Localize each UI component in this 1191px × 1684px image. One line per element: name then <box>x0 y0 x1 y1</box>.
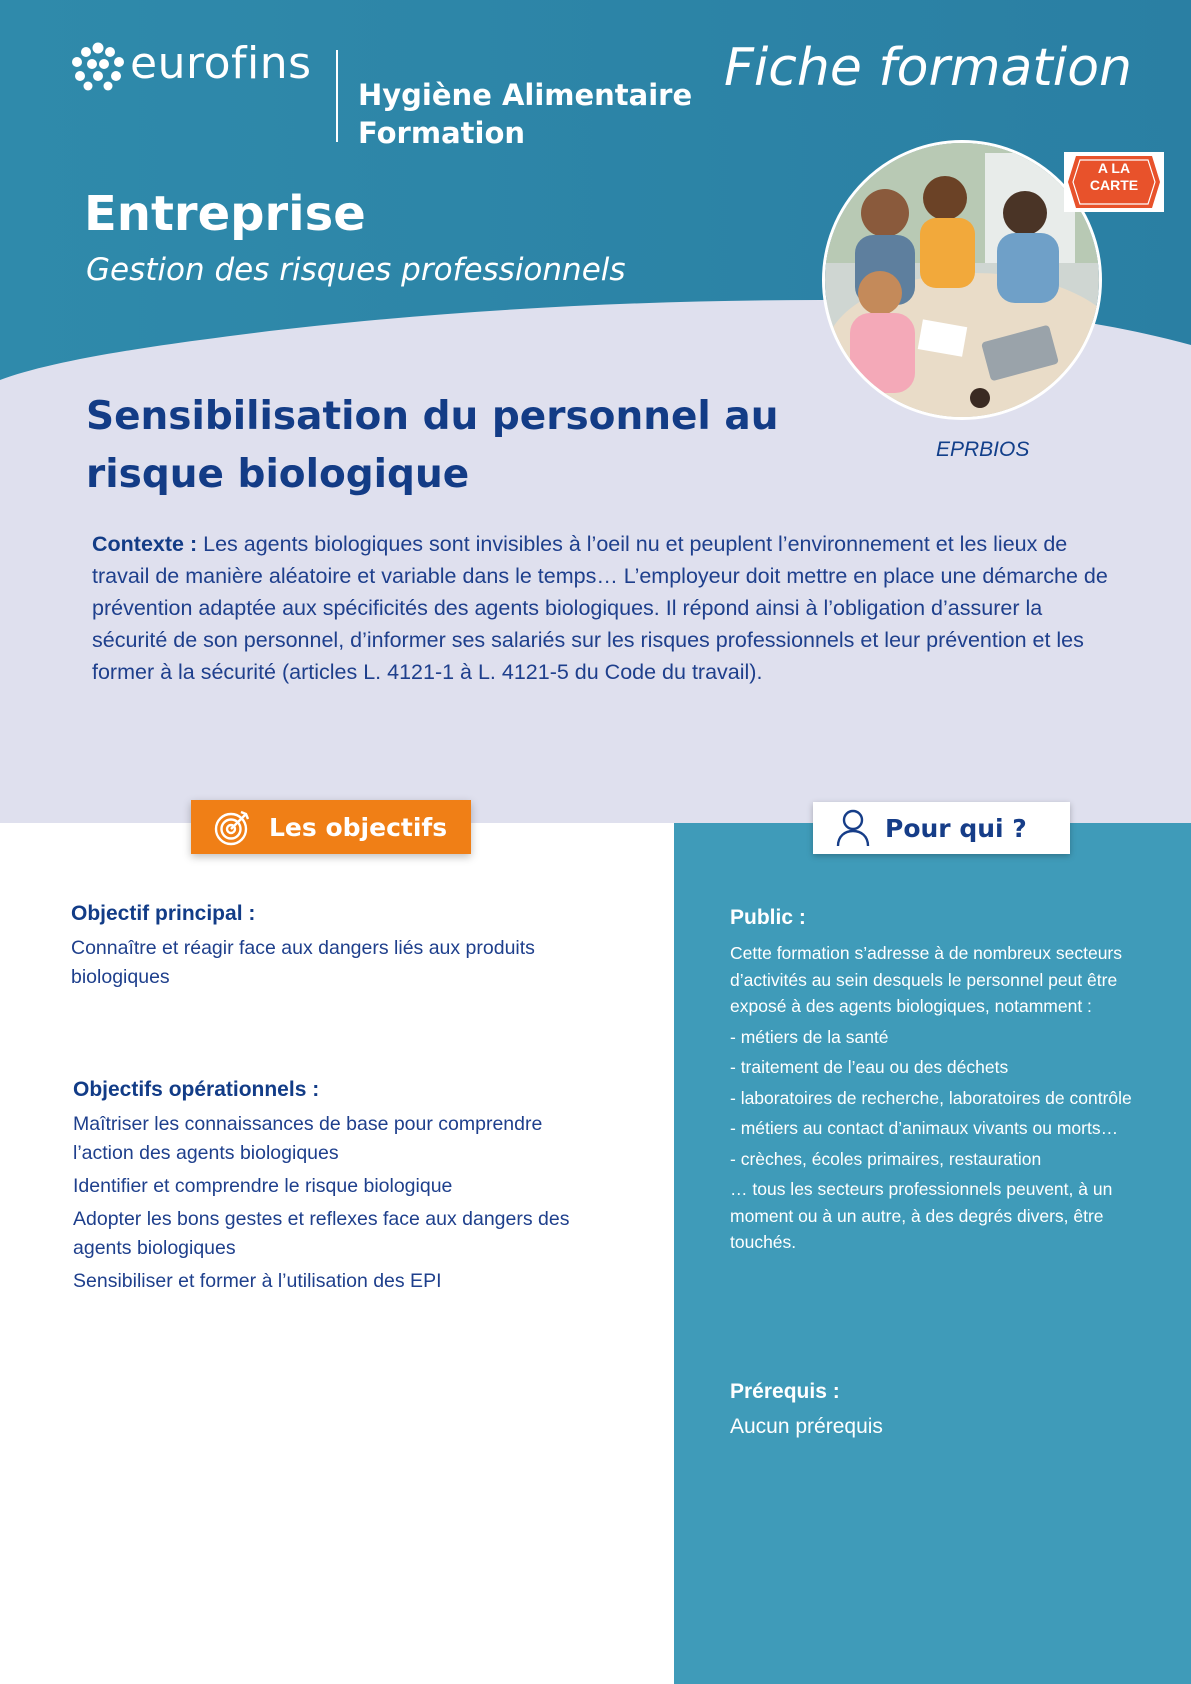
operational-item: Maîtriser les connaissances de base pour comprendre l’action des agents biologiques <box>73 1113 543 1164</box>
objectives-badge <box>191 800 471 854</box>
division-line-1: Hygiène Alimentaire <box>358 78 693 112</box>
main-objective-text: Connaître et réagir face aux dangers liés aux produits biologiques <box>71 937 535 988</box>
logo-divider <box>336 50 338 142</box>
course-code: EPRBIOS <box>936 438 1030 461</box>
subcategory-title: Gestion des risques professionnels <box>86 252 626 288</box>
sector-item: - métiers au contact d’animaux vivants ou morts… <box>730 1118 1119 1138</box>
sector-item: - crèches, écoles primaires, restauration <box>730 1148 1042 1169</box>
prerequisites-text: Aucun prérequis <box>730 1415 883 1438</box>
division-line-2: Formation <box>358 116 526 150</box>
context-label: Contexte : <box>92 532 198 556</box>
public-outro: … tous les secteurs professionnels peuvent, à un moment ou à un autre, à des degrés divers, être touchés. <box>730 1179 1113 1252</box>
badge-line-2: CARTE <box>1089 177 1139 193</box>
public-section <box>730 906 1140 1256</box>
prerequisites-section <box>730 1380 1140 1441</box>
context-paragraph <box>92 528 1112 688</box>
sector-item: - métiers de la santé <box>730 1026 889 1047</box>
a-la-carte-badge <box>1064 152 1164 212</box>
brand-name: eurofins <box>130 38 312 89</box>
public-heading: Public : <box>730 906 806 929</box>
prerequisites-heading: Prérequis : <box>730 1380 840 1403</box>
audience-badge <box>813 802 1070 854</box>
team-photo <box>822 140 1102 420</box>
category-title: Entreprise <box>84 186 366 242</box>
team-photo-illustration <box>825 143 1102 420</box>
course-title: Sensibilisation du personnel au risque biologique <box>86 394 779 497</box>
operational-objectives-section <box>73 1078 603 1296</box>
sector-item: - laboratoires de recherche, laboratoires de contrôle <box>730 1087 1132 1108</box>
public-intro: Cette formation s’adresse à de nombreux secteurs d’activités au sein desquels le personnel peut être exposé à des agents biologiques, notamment : <box>730 943 1122 1016</box>
target-icon <box>213 808 253 846</box>
objectives-badge-label: Les objectifs <box>269 813 448 842</box>
operational-item: Identifier et comprendre le risque biologique <box>73 1175 453 1197</box>
sector-item: - traitement de l’eau ou des déchets <box>730 1057 1009 1077</box>
main-objective-section <box>71 902 591 992</box>
operational-objectives-heading: Objectifs opérationnels : <box>73 1078 320 1101</box>
audience-badge-label: Pour qui ? <box>885 814 1027 843</box>
division-name <box>358 76 692 152</box>
person-icon <box>835 808 871 848</box>
badge-label <box>1064 160 1164 194</box>
badge-line-1: A LA <box>1097 160 1131 176</box>
eurofins-logo-icon <box>70 42 126 92</box>
operational-item: Sensibiliser et former à l’utilisation des EPI <box>73 1270 442 1292</box>
operational-item: Adopter les bons gestes et reflexes face aux dangers des agents biologiques <box>73 1208 570 1259</box>
context-text: Les agents biologiques sont invisibles à l’oeil nu et peuplent l’environnement et les lieux de travail de manière aléatoire et variable dans le temps… L’employeur doit mettre en place une démarche de prévention adaptée aux spécificités des agents biologiques. Il répond ainsi à l’obligation d’assurer la sécurité de son personnel, d’informer ses salariés sur les risques professionnels et leur prévention et les former à la sécurité (articles L. 4121-1 à L. 4121-5 du Code du travail). <box>92 532 1108 684</box>
document-type: Fiche formation <box>723 38 1132 98</box>
main-objective-heading: Objectif principal : <box>71 902 256 925</box>
